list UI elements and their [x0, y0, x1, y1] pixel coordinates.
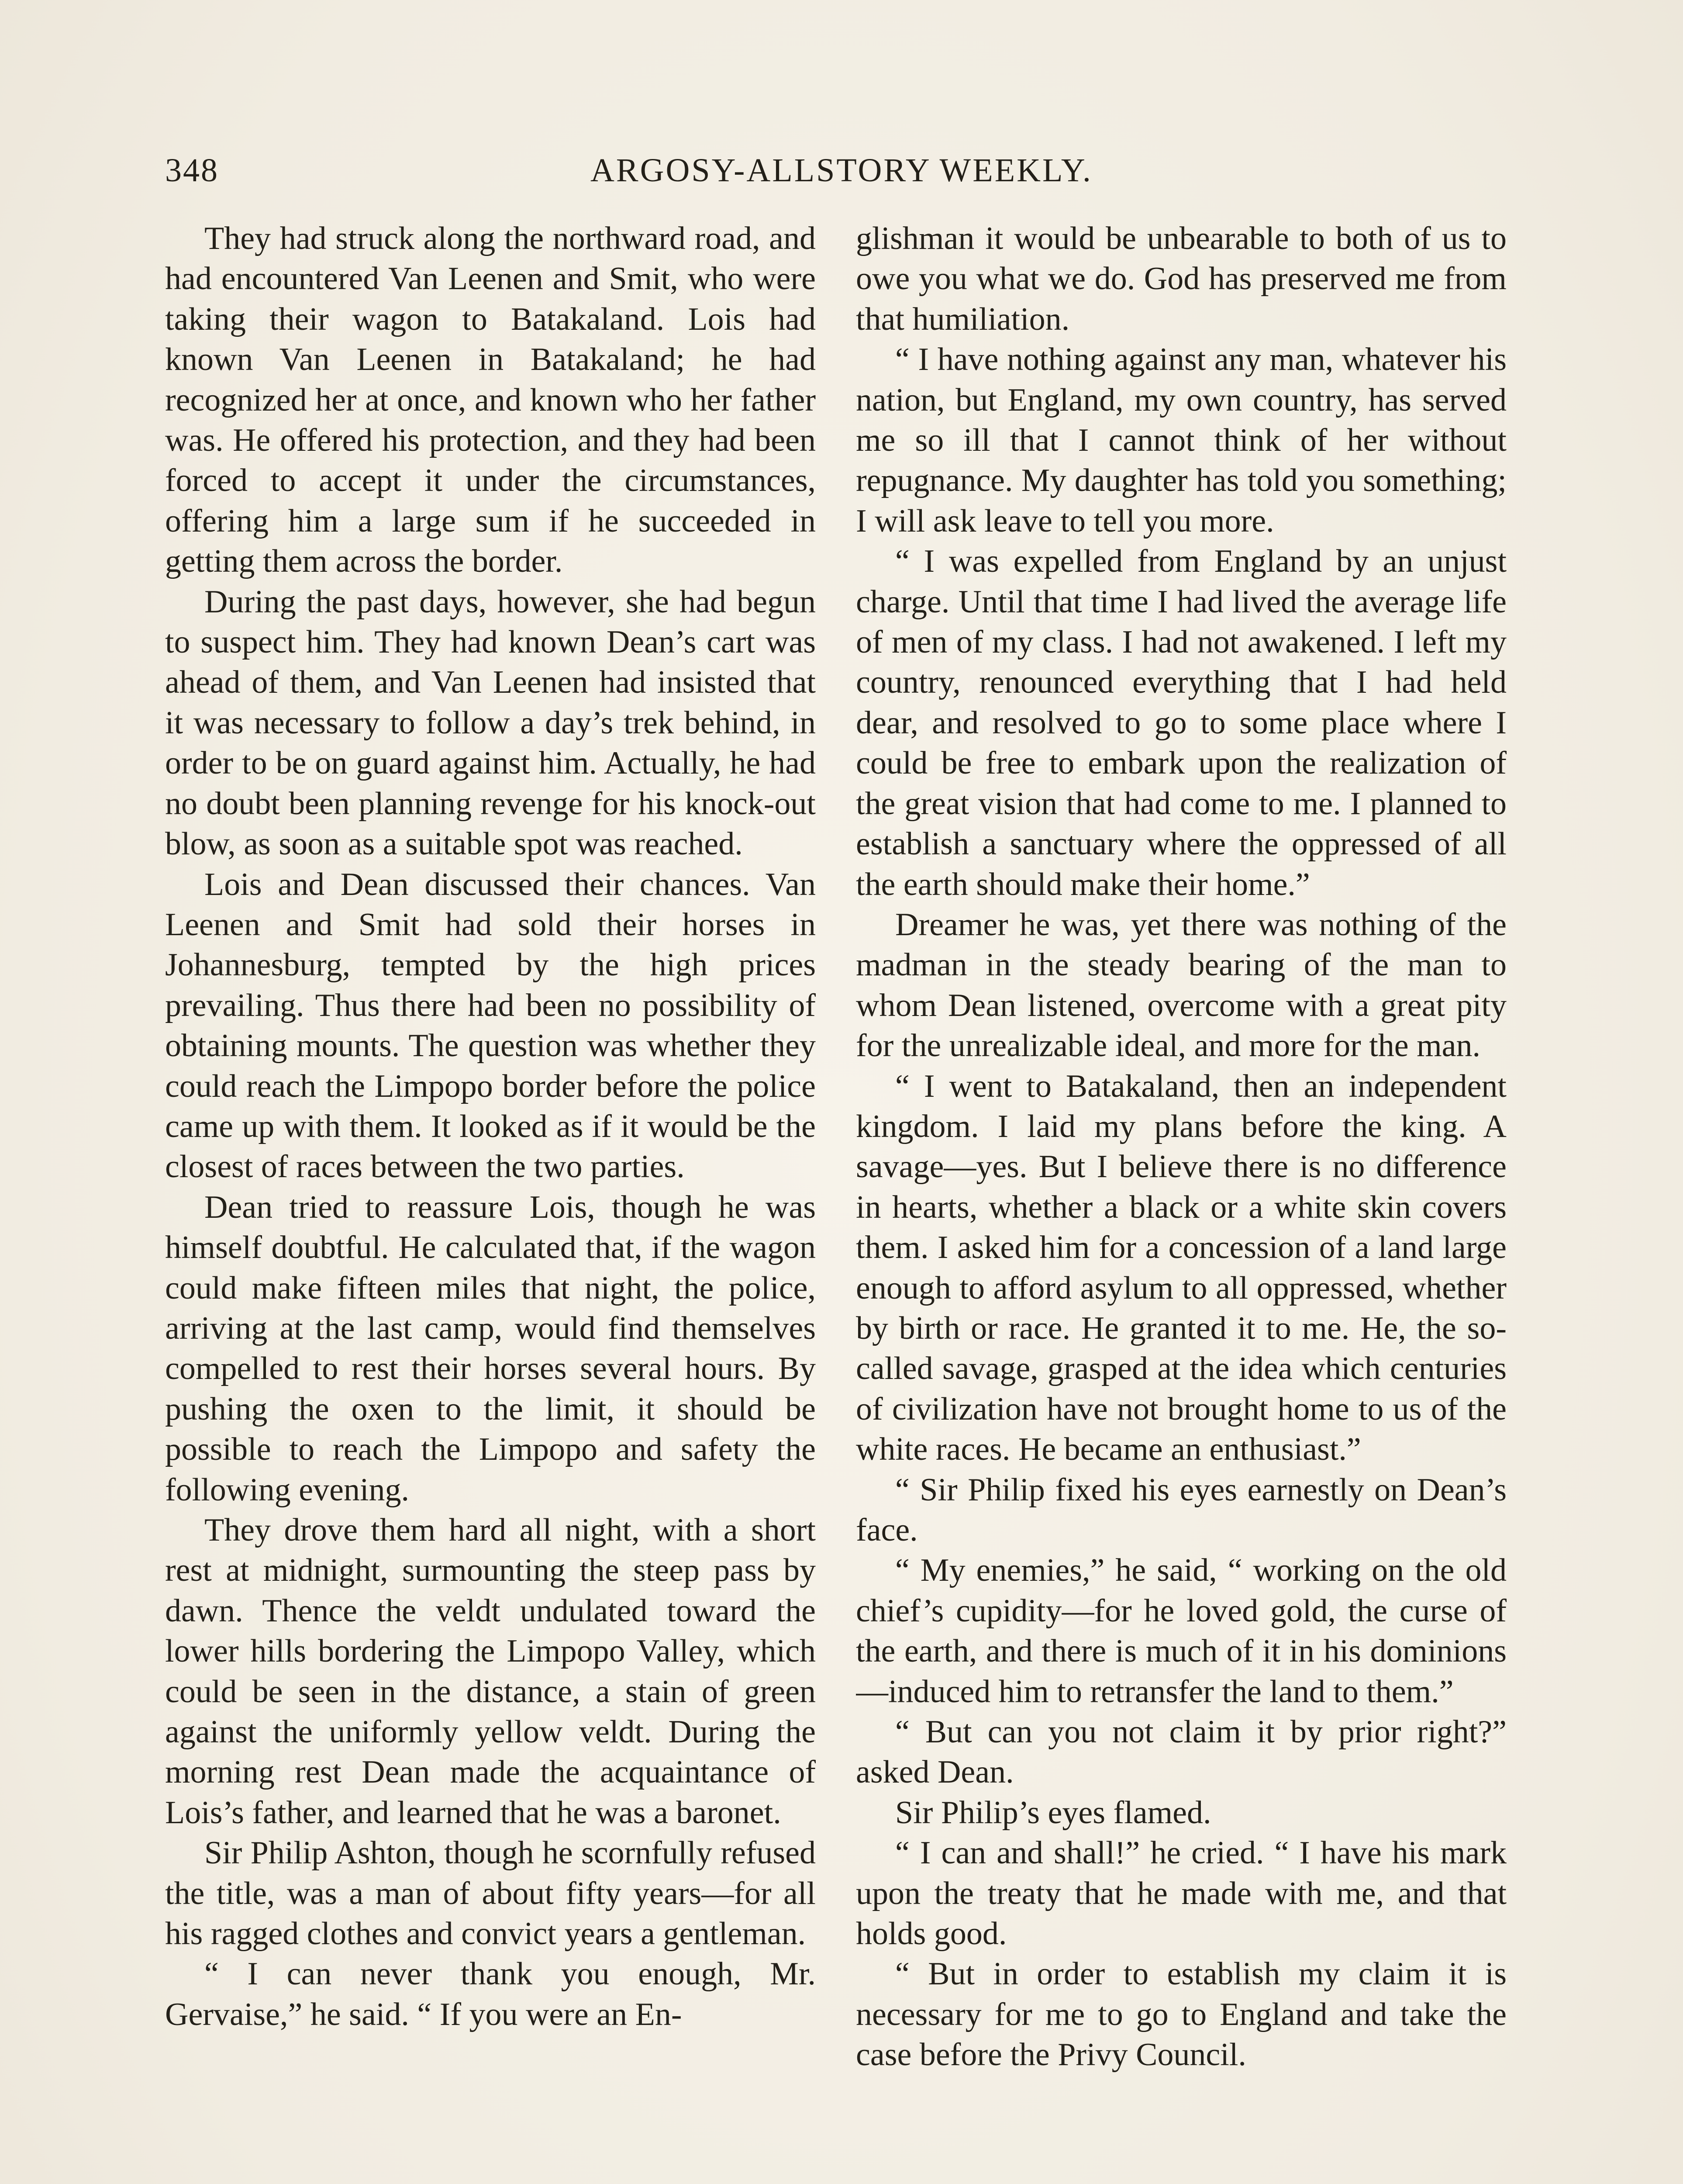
paragraph: They drove them hard all night, with a short rest at midnight, surmounting the steep pass by dawn. Thence the veldt undulated toward the lower hills bordering the Limpopo Valley, which could be seen in the distance, a stain of green against the uniformly yellow veldt. During the morning rest Dean made the acquaintance of Lois’s father, and learned that he was a baronet. [165, 1512, 816, 1831]
paragraph: “ I was expelled from England by an unjust charge. Until that time I had lived the average life of men of my class. I had not awakened. I left my country, renounced everything that I had held dear, and resolved to go to some place where I could be free to embark upon the realization of the great vision that had come to me. I planned to establish a sanctuary where the oppressed of all the earth should make their home.” [856, 543, 1507, 902]
paragraph: “ I went to Batakaland, then an independent kingdom. I laid my plans before the king. A savage—yes. But I believe there is no difference in hearts, whether a black or a white skin covers them. I asked him for a concession of a land large enough to afford asylum to all oppressed, whether by birth or race. He granted it to me. He, the so-called savage, grasped at the idea which centuries of civilization have not brought home to us of the white races. He became an enthusiast.” [856, 1068, 1507, 1468]
paragraph: Sir Philip Ashton, though he scornfully refused the title, was a man of about fifty years—for all his ragged clothes and convict years a gentleman. [165, 1835, 816, 1952]
paragraph: “ I can and shall!” he cried. “ I have his mark upon the treaty that he made with me, and that holds good. [856, 1835, 1507, 1952]
page-number: 348 [165, 152, 219, 189]
paragraph: “ My enemies,” he said, “ working on the old chief’s cupidity—for he loved gold, the curse of the earth, and there is much of it in his dominions—induced him to retransfer the land to them.” [856, 1552, 1507, 1710]
paragraph: “ But in order to establish my claim it is necessary for me to go to England and take the case before the Privy Council. [856, 1956, 1507, 2073]
paragraph-continued: glishman it would be unbearable to both of us to owe you what we do. God has preserved me from that humiliation. [856, 221, 1507, 337]
right-column [856, 218, 1507, 2184]
running-head: ARGOSY-ALLSTORY WEEKLY. [590, 152, 1093, 189]
paragraph: Sir Philip’s eyes flamed. [895, 1794, 1211, 1831]
paragraph: During the past days, however, she had begun to suspect him. They had known Dean’s cart was ahead of them, and Van Leenen had insisted that it was necessary to follow a day’s trek behind, in order to be on guard against him. Actually, he had no doubt been planning revenge for his knock-out blow, as soon as a suitable spot was reached. [165, 584, 816, 862]
left-column [165, 218, 816, 2184]
page-header [165, 146, 1518, 194]
paragraph: “ Sir Philip fixed his eyes earnestly on Dean’s face. [856, 1472, 1507, 1548]
paragraph: Dreamer he was, yet there was nothing of the madman in the steady bearing of the man to whom Dean listened, overcome with a great pity for the unrealizable ideal, and more for the man. [856, 906, 1507, 1064]
paragraph: Lois and Dean discussed their chances. Van Leenen and Smit had sold their horses in Johannesburg, tempted by the high prices prevailing. Thus there had been no possibility of obtaining mounts. The question was whether they could reach the Limpopo border before the police came up with them. It looked as if it would be the closest of races between the two parties. [165, 866, 816, 1185]
paragraph: They had struck along the northward road, and had encountered Van Leenen and Smit, who were taking their wagon to Batakaland. Lois had known Van Leenen in Batakaland; he had recognized her at once, and known who her father was. He offered his protection, and they had been forced to accept it under the circumstances, offering him a large sum if he succeeded in getting them across the border. [165, 221, 816, 580]
paragraph: Dean tried to reassure Lois, though he was himself doubtful. He calculated that, if the wagon could make fifteen miles that night, the police, arriving at the last camp, would find themselves compelled to rest their horses several hours. By pushing the oxen to the limit, it should be possible to reach the Limpopo and safety the following evening. [165, 1189, 816, 1508]
paragraph: “ I can never thank you enough, Mr. Gervaise,” he said. “ If you were an En- [165, 1956, 816, 2032]
paragraph: “ But can you not claim it by prior right?” asked Dean. [856, 1714, 1507, 1790]
paragraph: “ I have nothing against any man, whatever his nation, but England, my own country, has served me so ill that I cannot think of her without repugnance. My daughter has told you something; I will ask leave to tell you more. [856, 342, 1507, 539]
